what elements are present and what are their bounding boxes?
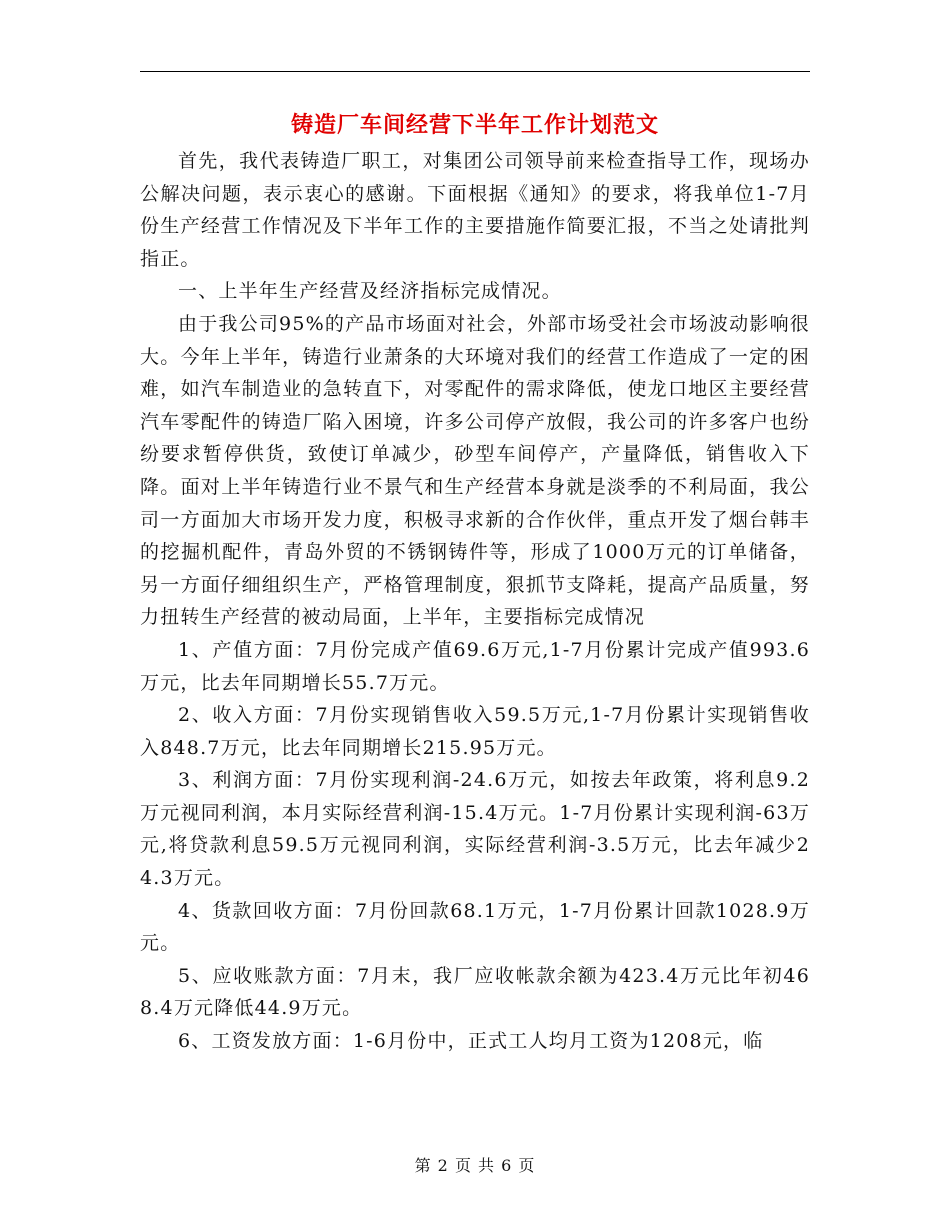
item-payment-collection: 4、货款回收方面：7月份回款68.1万元，1-7月份累计回款1028.9万元。 (140, 899, 810, 955)
item-output-value: 1、产值方面：7月份完成产值69.6万元,1-7月份累计完成产值993.6万元，比去年同期增长55.7万元。 (140, 638, 810, 694)
header-rule (140, 71, 810, 72)
paragraph-market: 由于我公司95%的产品市场面对社会，外部市场受社会市场波动影响很大。今年上半年，铸造行业萧条的大环境对我们的经营工作造成了一定的困难，如汽车制造业的急转直下，对零配件的需求降低，使龙口地区主要经营汽车零配件的铸造厂陷入困境，许多公司停产放假，我公司的许多客户也纷纷要求暂停供货，致使订单减少，砂型车间停产，产量降低，销售收入下降。面对上半年铸造行业不景气和生产经营本身就是淡季的不利局面，我公司一方面加大市场开发力度，积极寻求新的合作伙伴，重点开发了烟台韩丰的挖掘机配件，青岛外贸的不锈钢铸件等，形成了1000万元的订单储备，另一方面仔细组织生产，严格管理制度，狠抓节支降耗，提高产品质量，努力扭转生产经营的被动局面，上半年，主要指标完成情况 (140, 312, 810, 629)
page-number-footer: 第 2 页 共 6 页 (414, 1156, 536, 1175)
item-receivables: 5、应收账款方面：7月末，我厂应收帐款余额为423.4万元比年初468.4万元降低44.9万元。 (140, 964, 810, 1020)
section-heading-1: 一、上半年生产经营及经济指标完成情况。 (178, 280, 562, 303)
document-title: 铸造厂车间经营下半年工作计划范文 (290, 113, 659, 138)
paragraph-intro: 首先，我代表铸造厂职工，对集团公司领导前来检查指导工作，现场办公解决问题，表示衷心的感谢。下面根据《通知》的要求，将我单位1-7月份生产经营工作情况及下半年工作的主要措施作简要汇报，不当之处请批判指正。 (140, 150, 810, 270)
item-wages: 6、工资发放方面：1-6月份中，正式工人均月工资为1208元，临 (178, 1030, 764, 1053)
document-body (140, 145, 810, 1058)
item-revenue: 2、收入方面：7月份实现销售收入59.5万元,1-7月份累计实现销售收入848.7万元，比去年同期增长215.95万元。 (140, 704, 810, 759)
item-profit: 3、利润方面：7月份实现利润-24.6万元，如按去年政策，将利息9.2万元视同利润，本月实际经营利润-15.4万元。1-7月份累计实现利润-63万元,将贷款利息59.5万元视同利润，实际经营利润-3.5万元，比去年减少24.3万元。 (140, 769, 810, 890)
